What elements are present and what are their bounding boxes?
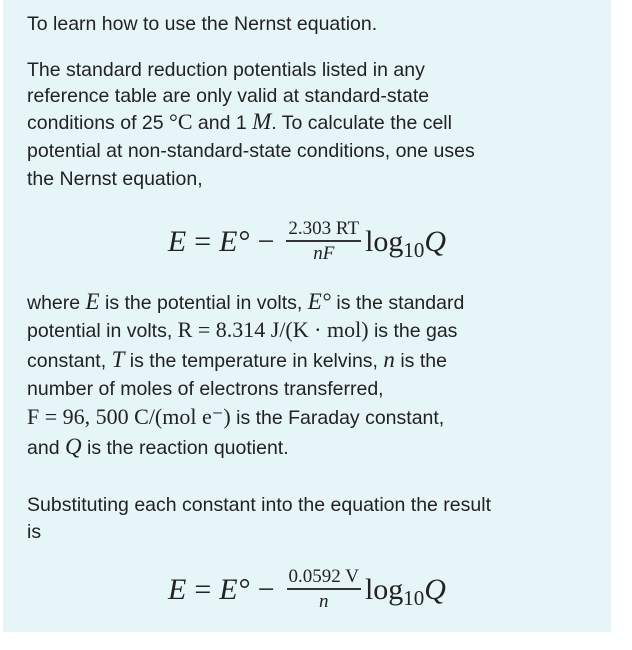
fraction	[287, 566, 361, 614]
numerator: 2.303 RT	[286, 218, 361, 242]
math-e: E	[167, 225, 187, 258]
intro-line	[27, 110, 452, 135]
definition-line: number of moles of electrons transferred,	[27, 378, 384, 400]
math-log-base: 10	[403, 585, 425, 610]
intro-line: potential at non-standard-state conditions, one uses	[27, 140, 475, 162]
definition-line	[27, 290, 464, 315]
math-minus: −	[257, 573, 275, 606]
substitution-line: is	[27, 521, 42, 543]
math-log: log	[364, 573, 404, 606]
math-n: n	[383, 347, 395, 372]
substitution-line: Substituting each constant into the equation the result	[27, 494, 491, 516]
text: potential in volts,	[27, 320, 178, 342]
math-e: E	[85, 289, 100, 314]
text: and 1	[192, 112, 253, 134]
text: is the standard	[330, 292, 465, 314]
text: conditions of 25	[27, 112, 170, 134]
math-e0: E°	[307, 289, 331, 314]
objective-text: To learn how to use the Nernst equation.	[27, 13, 378, 35]
denominator: n	[318, 591, 329, 612]
definition-line	[27, 318, 457, 343]
math-log-base: 10	[403, 237, 425, 262]
text: is the	[394, 350, 447, 372]
text: constant,	[27, 350, 112, 372]
math-molar: M	[252, 109, 272, 134]
text: is the gas	[368, 320, 458, 342]
denominator: nF	[313, 243, 335, 264]
math-faraday: F = 96, 500 C/(mol e⁻)	[27, 404, 231, 429]
math-minus: −	[257, 225, 275, 258]
text: and	[27, 437, 65, 459]
math-celsius: °C	[169, 109, 193, 134]
content-panel	[3, 0, 611, 632]
math-t: T	[111, 347, 125, 372]
math-e: E	[168, 573, 187, 606]
math-gas-constant: R = 8.314 J/(K · mol)	[177, 317, 369, 342]
math-e0: E°	[219, 225, 250, 258]
text: is the potential in volts,	[99, 292, 308, 314]
intro-line: reference table are only valid at standard-state	[27, 85, 430, 107]
definition-line	[27, 348, 447, 373]
fraction	[286, 218, 361, 266]
text: . To calculate the cell	[271, 112, 452, 134]
math-e0: E°	[219, 573, 250, 606]
math-q: Q	[64, 434, 82, 459]
definition-line	[27, 435, 289, 460]
math-equals: =	[194, 225, 212, 258]
text: where	[27, 292, 86, 314]
intro-line: The standard reduction potentials listed in any	[27, 59, 425, 81]
math-equals: =	[194, 573, 212, 606]
numerator: 0.0592 V	[287, 566, 361, 590]
simplified-nernst-equation	[3, 562, 611, 618]
text: is the Faraday constant,	[230, 407, 445, 429]
intro-line: the Nernst equation,	[27, 168, 203, 190]
text: is the reaction quotient.	[81, 437, 289, 459]
math-log: log	[365, 225, 404, 258]
math-q: Q	[424, 225, 447, 258]
math-q: Q	[424, 573, 446, 606]
definition-line	[27, 405, 444, 430]
text: is the temperature in kelvins,	[124, 350, 384, 372]
nernst-equation	[3, 214, 611, 270]
